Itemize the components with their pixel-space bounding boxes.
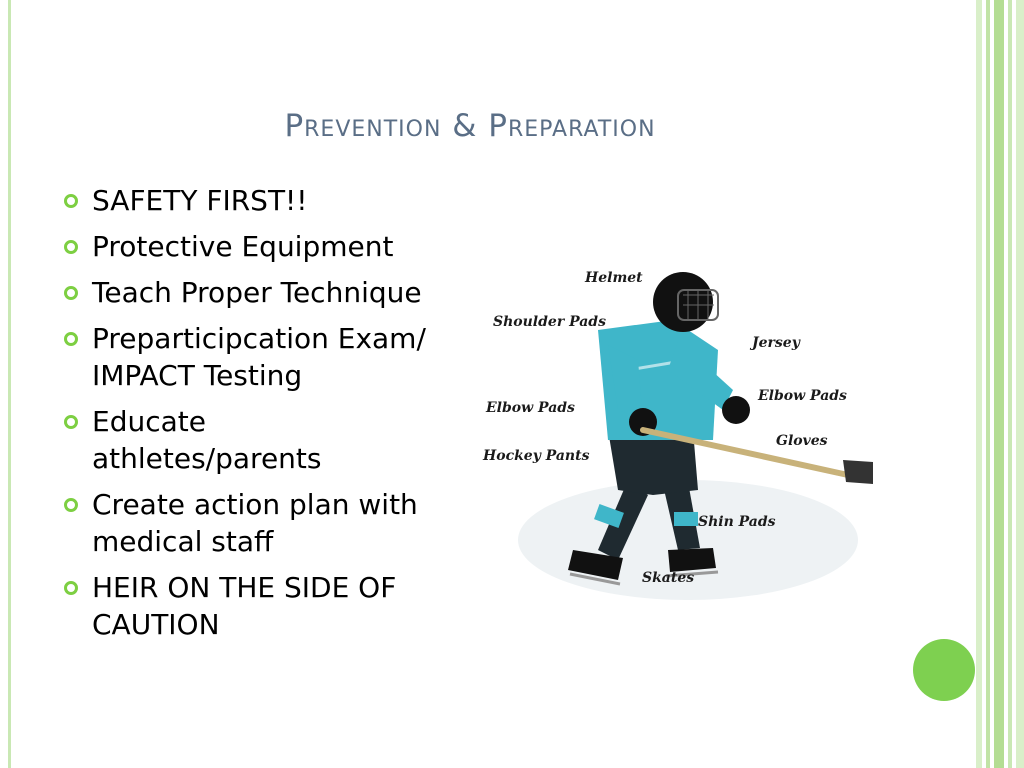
bullet-circle-icon xyxy=(64,194,78,208)
bullet-text: Educate athletes/parents xyxy=(92,405,322,475)
bullet-text: SAFETY FIRST!! xyxy=(92,184,308,217)
label-helmet: Helmet xyxy=(585,270,643,286)
label-jersey: Jersey xyxy=(752,335,800,351)
label-elbow-pads-left: Elbow Pads xyxy=(486,400,575,416)
list-item xyxy=(62,569,442,643)
bullet-text: Teach Proper Technique xyxy=(92,276,422,309)
bullet-text: Protective Equipment xyxy=(92,230,394,263)
bullet-circle-icon xyxy=(64,332,78,346)
label-gloves: Gloves xyxy=(776,433,828,449)
list-item xyxy=(62,320,442,394)
green-circle-decoration xyxy=(913,639,975,701)
label-shin-pads: Shin Pads xyxy=(698,514,776,530)
list-item xyxy=(62,486,442,560)
label-skates: Skates xyxy=(642,570,695,586)
list-item xyxy=(62,228,442,265)
bullet-text: Preparticipcation Exam/ IMPACT Testing xyxy=(92,322,426,392)
label-hockey-pants: Hockey Pants xyxy=(483,448,590,464)
bullet-circle-icon xyxy=(64,240,78,254)
list-item xyxy=(62,403,442,477)
bullet-circle-icon xyxy=(64,581,78,595)
label-shoulder-pads: Shoulder Pads xyxy=(493,314,606,330)
list-item xyxy=(62,182,442,219)
bullet-text: Create action plan with medical staff xyxy=(92,488,418,558)
bullet-circle-icon xyxy=(64,415,78,429)
hockey-equipment-figure xyxy=(478,250,898,620)
slide-title: Prevention & Preparation xyxy=(284,108,656,144)
list-item xyxy=(62,274,442,311)
right-stripes-decoration xyxy=(976,0,1024,768)
bullet-list xyxy=(62,182,442,652)
bullet-circle-icon xyxy=(64,286,78,300)
bullet-text: HEIR ON THE SIDE OF CAUTION xyxy=(92,571,397,641)
label-elbow-pads-right: Elbow Pads xyxy=(758,388,847,404)
bullet-circle-icon xyxy=(64,498,78,512)
